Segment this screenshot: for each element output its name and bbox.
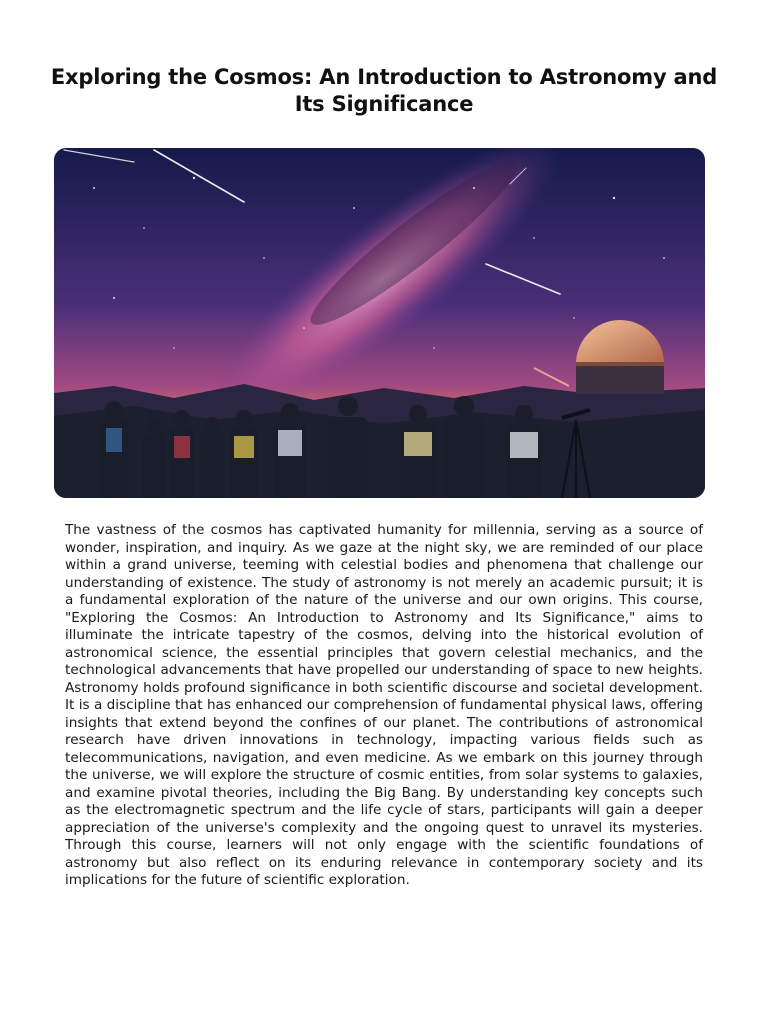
page-title: Exploring the Cosmos: An Introduction to Astronomy and Its Significance [50,65,718,116]
hero-image [54,148,705,498]
body-paragraph: The vastness of the cosmos has captivated humanity for millennia, serving as a source of wonder, inspiration, and inquiry. As we gaze at the night sky, we are reminded of our place within a grand universe, teeming with celestial bodies and phenomena that challenge our understanding of existence. The study of astronomy is not merely an academic pursuit; it is a fundamental exploration of the nature of the universe and our own origins. This course, "Exploring the Cosmos: An Introduction to Astronomy and Its Significance," aims to illuminate the intricate tapestry of the cosmos, delving into the historical evolution of astronomical science, the essential principles that govern celestial mechanics, and the technological advancements that have propelled our understanding of space to new heights. Astronomy holds profound significance in both scientific discourse and societal development. It is a discipline that has enhanced our comprehension of fundamental physical laws, offering insights that extend beyond the confines of our planet. The contributions of astronomical research have driven innovations in technology, impacting various fields such as telecommunications, navigation, and even medicine. As we embark on this journey through the universe, we will explore the structure of cosmic entities, from solar systems to galaxies, and examine pivotal theories, including the Big Bang. By understanding key concepts such as the electromagnetic spectrum and the life cycle of stars, participants will gain a deeper appreciation of the universe's complexity and the ongoing quest to unravel its mysteries. Through this course, learners will not only engage with the scientific foundations of astronomy but also reflect on its enduring relevance in contemporary society and its implications for the future of scientific exploration. [65,522,703,888]
night-sky-stargazers-illustration-icon [54,148,705,498]
